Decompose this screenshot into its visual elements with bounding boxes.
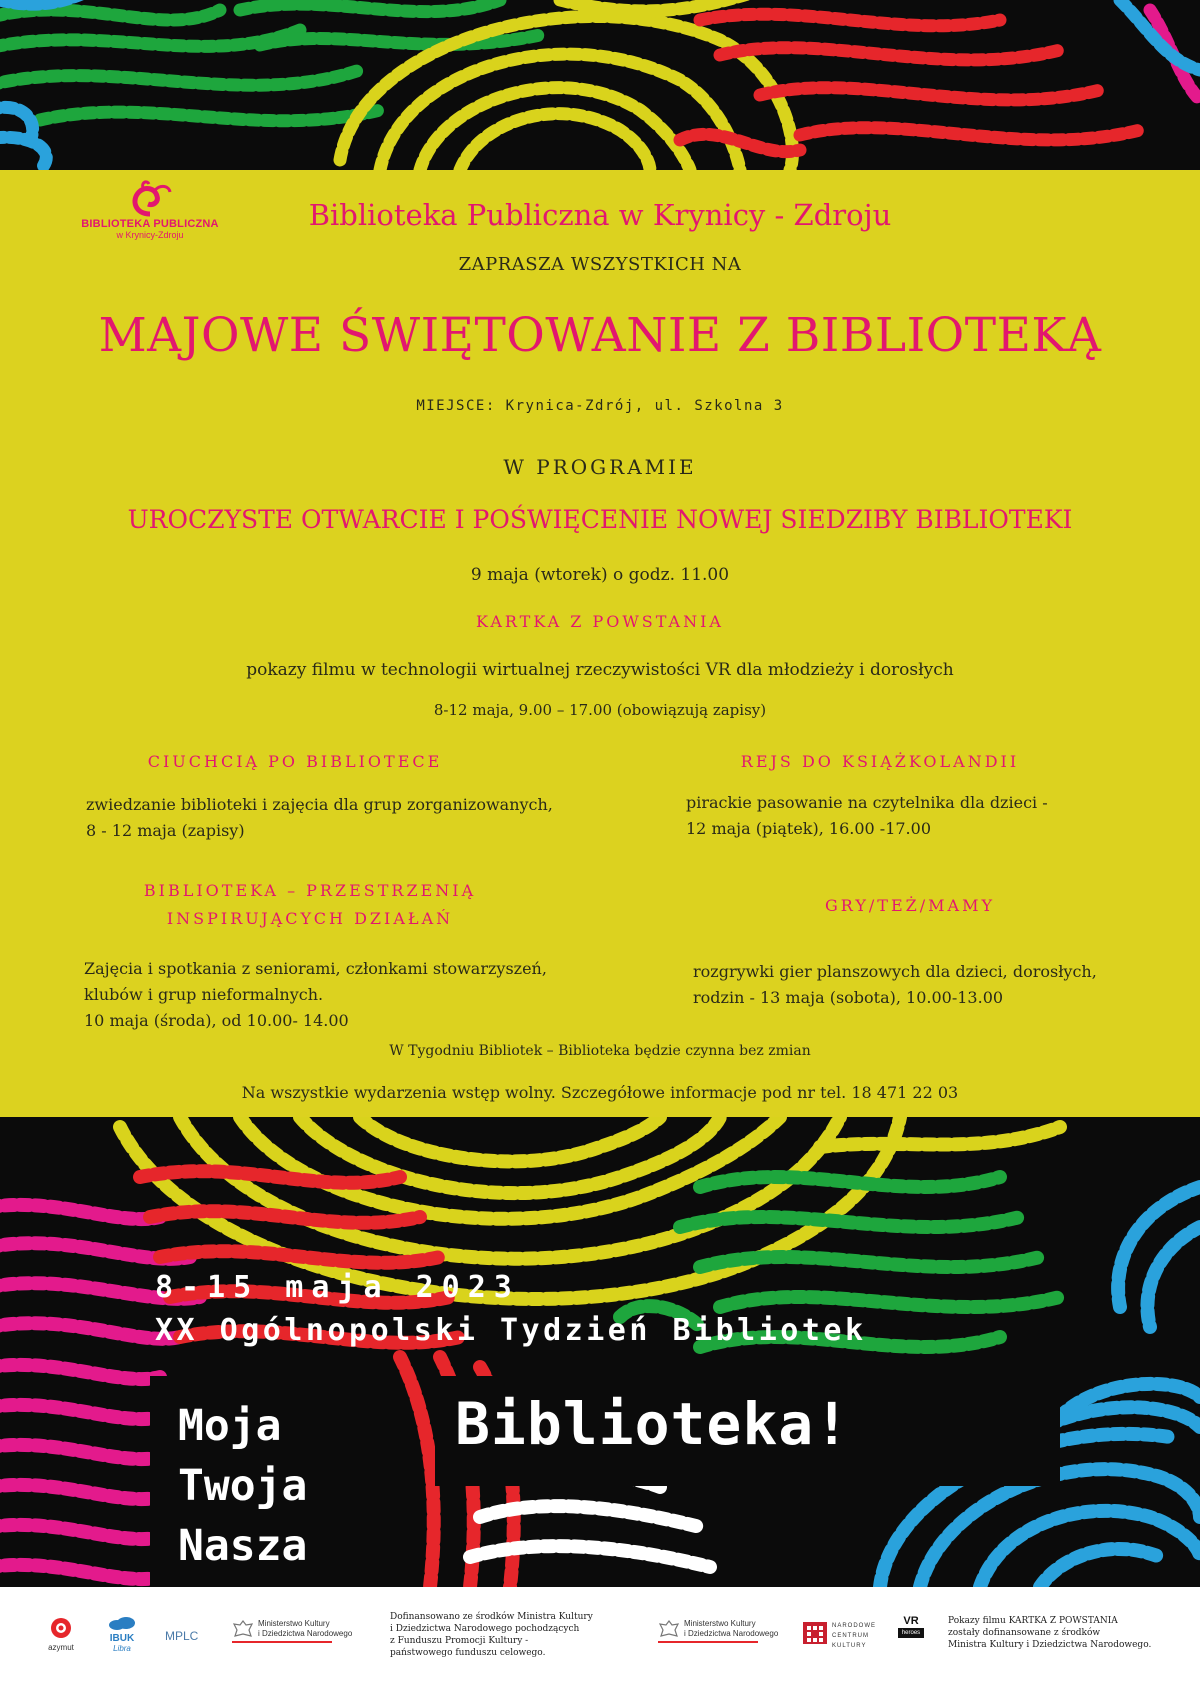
gry-title: GRY/TEŻ/MAMY <box>824 896 996 915</box>
przestrzen-line-1: Zajęcia i spotkania z seniorami, członkami stowarzyszeń, <box>84 959 547 978</box>
przestrzen-title-2: INSPIRUJĄCYCH DZIAŁAŃ <box>166 909 454 928</box>
film-funding-note <box>948 1615 1188 1651</box>
nck-line-3: KULTURY <box>832 1643 867 1649</box>
funding-line-1: Dofinansowano ze środków Ministra Kultury <box>390 1612 593 1622</box>
rejs-details <box>686 790 1146 842</box>
eagle-icon <box>232 1619 254 1643</box>
azymut-logo <box>46 1617 76 1653</box>
rejs-line-1: pirackie pasowanie na czytelnika dla dzieci - <box>686 793 1048 812</box>
nck-line-2: CENTRUM <box>832 1633 869 1639</box>
kartka-title: KARTKA Z POWSTANIA <box>476 612 724 631</box>
nck-line-1: NARODOWE <box>832 1623 876 1629</box>
vr-heroes-logo <box>898 1615 924 1638</box>
eagle-icon <box>658 1619 680 1643</box>
vr-logo-text: VR <box>903 1615 919 1627</box>
film-line-1: Pokazy filmu KARTKA Z POWSTANIA <box>948 1616 1118 1626</box>
gry-line-1: rozgrywki gier planszowych dla dzieci, dorosłych, <box>693 962 1097 981</box>
opening-title: UROCZYSTE OTWARCIE I POŚWIĘCENIE NOWEJ SIEDZIBY BIBLIOTEKI <box>127 505 1073 534</box>
program-heading: W PROGRAMIE <box>503 455 697 479</box>
funding-line-2: i Dziedzictwa Narodowego pochodzących <box>390 1624 580 1634</box>
library-logo <box>80 180 220 240</box>
event-week-title: XX Ogólnopolski Tydzień Bibliotek <box>155 1313 867 1348</box>
nck-logo <box>802 1621 882 1651</box>
event-place: MIEJSCE: Krynica-Zdrój, ul. Szkolna 3 <box>416 398 784 414</box>
fingerprint-pattern-top <box>0 0 1200 170</box>
event-dates: 8-15 maja 2023 <box>155 1270 520 1305</box>
kartka-description: pokazy filmu w technologii wirtualnej rzeczywistości VR dla młodzieży i dorosłych <box>246 660 954 680</box>
cloud-icon <box>107 1616 137 1630</box>
main-title: MAJOWE ŚWIĘTOWANIE Z BIBLIOTEKĄ <box>98 308 1102 363</box>
ibuk-label: IBUK <box>109 1633 135 1644</box>
invite-text: ZAPRASZA WSZYSTKICH NA <box>458 254 742 275</box>
nck-icon <box>802 1621 828 1645</box>
kartka-dates: 8-12 maja, 9.00 – 17.00 (obowiązują zapisy) <box>433 701 767 719</box>
ministry-2-line-1: Ministerstwo Kultury <box>684 1619 756 1628</box>
przestrzen-details <box>84 956 644 1034</box>
vr-sub-label: heroes <box>898 1628 924 1638</box>
opening-date: 9 maja (wtorek) o godz. 11.00 <box>470 565 730 585</box>
slogan-moja: Moja <box>178 1401 282 1451</box>
gry-line-2: rodzin - 13 maja (sobota), 10.00-13.00 <box>693 988 1004 1007</box>
ibuk-logo <box>104 1615 140 1654</box>
ministry-logo-1 <box>232 1619 362 1643</box>
top-pattern-band <box>0 0 1200 170</box>
slogan-nasza: Nasza <box>178 1521 308 1571</box>
ministry-2-line-2: i Dziedzictwa Narodowego <box>684 1629 779 1638</box>
funding-note <box>390 1611 630 1659</box>
gry-details <box>693 959 1153 1011</box>
przestrzen-line-2: klubów i grup nieformalnych. <box>84 985 324 1004</box>
ciuchcia-title: CIUCHCIĄ PO BIBLIOTECE <box>147 752 443 771</box>
ciuchcia-line-2: 8 - 12 maja (zapisy) <box>86 821 245 840</box>
funding-line-4: państwowego funduszu celowego. <box>390 1648 546 1658</box>
ministry-logo-2 <box>658 1619 788 1643</box>
mplc-logo: MPLC <box>165 1629 199 1643</box>
ciuchcia-line-1: zwiedzanie biblioteki i zajęcia dla grup zorganizowanych, <box>86 795 553 814</box>
slogan-twoja: Twoja <box>178 1461 308 1511</box>
ciuchcia-details <box>86 792 606 844</box>
slogan-biblioteka: Biblioteka! <box>435 1376 1060 1486</box>
logo-line-1: BIBLIOTEKA PUBLICZNA <box>81 218 219 230</box>
institution-name: Biblioteka Publiczna w Krynicy - Zdroju <box>308 198 892 232</box>
library-logo-icon <box>127 180 173 218</box>
rejs-title: REJS DO KSIĄŻKOLANDII <box>740 752 1020 771</box>
rejs-line-2: 12 maja (piątek), 16.00 -17.00 <box>686 819 931 838</box>
film-line-3: Ministra Kultury i Dziedzictwa Narodowego. <box>948 1640 1152 1650</box>
film-line-2: zostały dofinansowane z środków <box>948 1628 1101 1638</box>
sponsor-footer <box>0 1587 1200 1689</box>
slogan-box <box>150 1376 398 1586</box>
logo-line-2: w Krynicy-Zdroju <box>116 230 184 240</box>
przestrzen-title-1: BIBLIOTEKA – PRZESTRZENIĄ <box>143 881 477 900</box>
ibuk-sub-label: Libra <box>113 1644 131 1653</box>
opening-hours-note: W Tygodniu Bibliotek – Biblioteka będzie czynna bez zmian <box>389 1043 811 1059</box>
ministry-1-line-2: i Dziedzictwa Narodowego <box>258 1629 353 1638</box>
funding-line-3: z Funduszu Promocji Kultury - <box>390 1636 529 1646</box>
przestrzen-line-3: 10 maja (środa), od 10.00- 14.00 <box>84 1011 349 1030</box>
ministry-1-line-1: Ministerstwo Kultury <box>258 1619 330 1628</box>
przestrzen-title <box>130 877 490 933</box>
azymut-label: azymut <box>48 1643 74 1652</box>
azymut-icon <box>50 1617 72 1639</box>
contact-info: Na wszystkie wydarzenia wstęp wolny. Szczegółowe informacje pod nr tel. 18 471 22 03 <box>241 1083 959 1102</box>
